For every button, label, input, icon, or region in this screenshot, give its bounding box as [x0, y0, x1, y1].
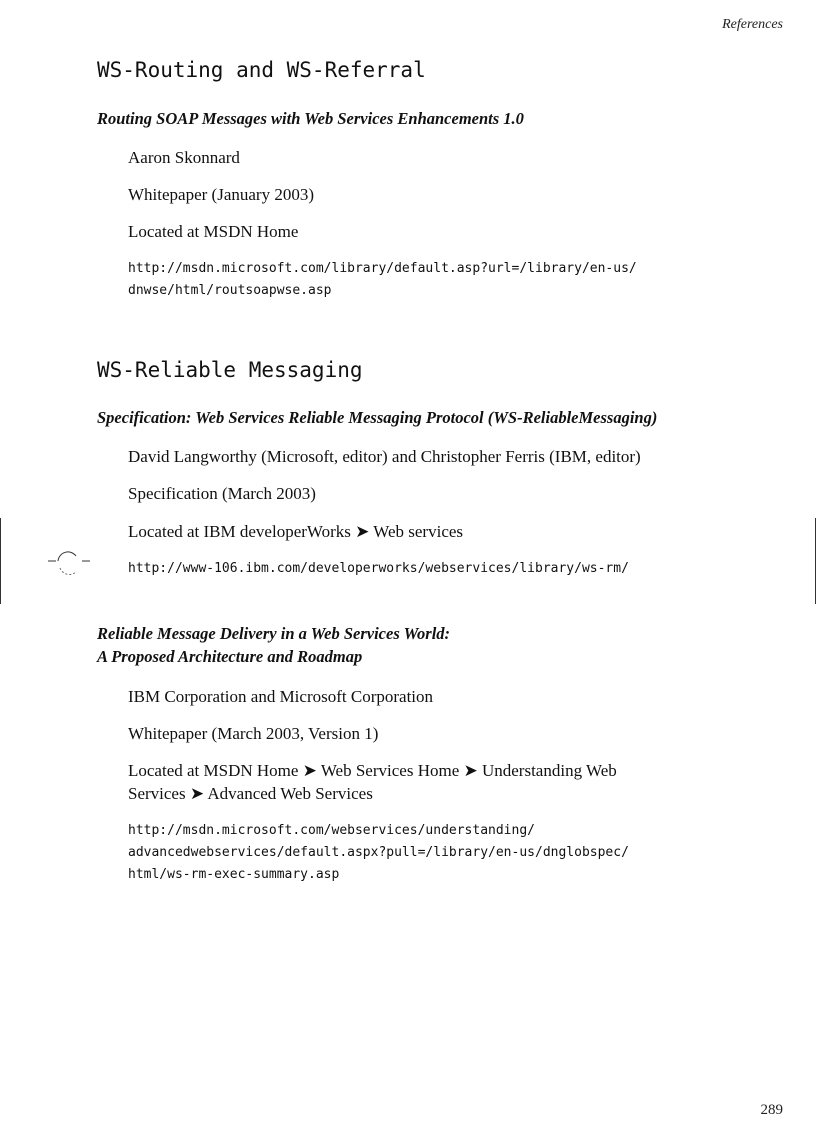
reference-location	[128, 220, 298, 243]
reference-location-line: Located at MSDN Home	[128, 222, 299, 241]
reference-title	[97, 622, 450, 668]
reference-title-line: Reliable Message Delivery in a Web Services World:	[97, 624, 451, 643]
page-number: 289	[760, 1102, 783, 1118]
reference-location	[128, 520, 463, 543]
reference-location-line: Located at IBM developerWorks ➤ Web services	[128, 522, 464, 541]
reference-url-line[interactable]: html/ws-rm-exec-summary.asp	[128, 867, 340, 882]
section-heading-ws-routing: WS-Routing and WS-Referral	[97, 58, 426, 82]
reference-url-line[interactable]: http://msdn.microsoft.com/library/default.asp?url=/library/en-us/	[128, 261, 637, 276]
reference-url[interactable]	[128, 820, 688, 886]
running-head: References	[722, 17, 783, 32]
reference-author: IBM Corporation and Microsoft Corporation	[128, 687, 434, 706]
reference-url-line[interactable]: advancedwebservices/default.aspx?pull=/library/en-us/dnglobspec/	[128, 845, 629, 860]
reference-location	[128, 759, 688, 805]
reference-author: David Langworthy (Microsoft, editor) and Christopher Ferris (IBM, editor)	[128, 447, 641, 466]
reference-title-line: Routing SOAP Messages with Web Services Enhancements 1.0	[97, 109, 524, 128]
reference-url-line[interactable]: dnwse/html/routsoapwse.asp	[128, 283, 332, 298]
reference-url[interactable]	[128, 558, 629, 580]
reference-title	[97, 406, 657, 429]
reference-location-line: Located at MSDN Home ➤ Web Services Home ➤ Understanding Web	[128, 761, 617, 780]
registration-mark-icon	[48, 548, 92, 578]
reference-type: Specification (March 2003)	[128, 484, 316, 503]
reference-url-line[interactable]: http://msdn.microsoft.com/webservices/understanding/	[128, 823, 535, 838]
reference-title-line: Specification: Web Services Reliable Messaging Protocol (WS-ReliableMessaging)	[97, 408, 658, 427]
reference-title	[97, 107, 524, 130]
reference-type: Whitepaper (March 2003, Version 1)	[128, 724, 379, 743]
reference-type: Whitepaper (January 2003)	[128, 185, 314, 204]
crop-mark-left	[0, 518, 1, 604]
reference-url[interactable]	[128, 258, 748, 302]
reference-title-line: A Proposed Architecture and Roadmap	[97, 647, 363, 666]
section-heading-ws-reliable-messaging: WS-Reliable Messaging	[97, 358, 363, 382]
reference-author: Aaron Skonnard	[128, 148, 240, 167]
reference-location-line: Services ➤ Advanced Web Services	[128, 784, 373, 803]
reference-url-line[interactable]: http://www-106.ibm.com/developerworks/webservices/library/ws-rm/	[128, 561, 629, 576]
